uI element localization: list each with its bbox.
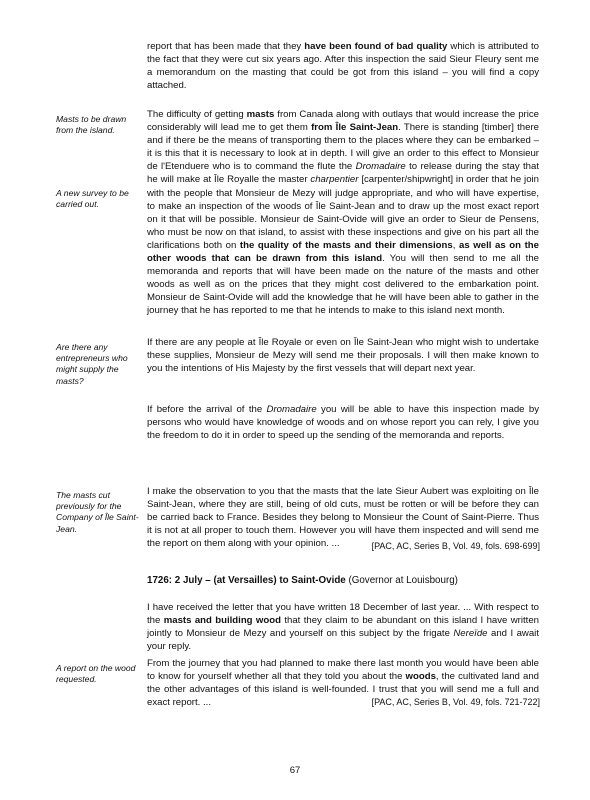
italic-term: charpentier [310, 174, 359, 186]
bold-phrase: the quality of the masts and their dimensions [239, 239, 453, 251]
ship-name: Nereïde [453, 628, 488, 640]
text-run: From the journey that you had planned to make there last month you would have been able to know for yourself whether all that they told you about the [147, 658, 539, 683]
bold-phrase: masts [246, 109, 275, 120]
heading-bold: 1726: 2 July – (at Versailles) to Saint-Ovide [147, 575, 346, 586]
text-run: you will be able to have this inspection made by persons who would have knowledge of woods and on whose report you can rely, I give you the freedom to do it in order to speed up the sending of the memoranda and reports. [147, 404, 539, 442]
margin-note-entrepreneurs: Are there any entrepreneurs who might supply the masts? [56, 342, 128, 386]
bold-phrase: have been found of bad quality [304, 41, 448, 52]
text-run: If before the arrival of the [147, 404, 267, 415]
paragraph-aubert-masts: I make the observation to you that the masts that the late Sieur Aubert was exploiting on Île Saint-Jean, where they are still, being of old cuts, must be rotten or will be before they can be carried back to France. Besides they belong to Monsieur the Count of Saint-Pierre. Thus it is not at all proper to touch them. However you will have them inspected and will send me the report on them along with your opinion. ... [147, 486, 539, 550]
margin-note-masts: Masts to be drawn from the island. [56, 114, 127, 136]
text-run: . You will then send to me all the memoranda and reports that will have been made on the nature of the masts and other woods as well as on the prices that they might cost delivered to the embarkation point. Monsieur de Saint-Ovide will add the knowledge that he will have been able to gather in the journey that he has reported to me that he intends to make to this island next month. [147, 253, 539, 317]
text-run: I have received the letter that you have written 18 December of last year. ... With respect to the [147, 602, 539, 627]
paragraph-received-letter [147, 601, 539, 653]
margin-note-report: A report on the wood requested. [56, 663, 136, 685]
bold-phrase: woods [405, 671, 436, 683]
margin-note-company: The masts cut previously for the Company of Île Saint-Jean. [56, 490, 139, 534]
citation-2: [PAC, AC, Series B, Vol. 49, fols. 721-722] [371, 697, 540, 707]
text-run: and I await your reply. [147, 628, 539, 653]
text-run: that they claim to be abundant on this island I have written jointly to Monsieur de Mezy and yourself on this subject by the frigate [147, 615, 540, 640]
text-run: The difficulty of getting [147, 109, 247, 120]
text-run: report that has been made that they [147, 41, 305, 52]
text-run: . There is standing [timber] there and if there be the means of transporting them to the places where they can be embarked – it is this that it is necessary to look at in depth. I will give an order to this effect to Monsieur de l'Etenduere who is to command the flute the [147, 122, 539, 173]
text-run: , the cultivated land and the other advantages of this island is well-founded. I trust that you will send me a full and exact report. ... [147, 671, 539, 709]
paragraph-suppliers: If there are any people at Île Royale or even on Île Saint-Jean who might wish to undertake these supplies, Monsieur de Mezy will send me their proposals. I will then make known to you the intentions of His Majesty by the first vessels that will depart next year. [147, 337, 539, 375]
paragraph-difficulty-masts [147, 108, 539, 318]
paragraph-masts-report [147, 40, 539, 92]
heading-rest: (Governor at Louisbourg) [345, 575, 458, 586]
bold-phrase: masts and building wood [163, 615, 281, 627]
text-run: from Canada along with outlays that would increase the price considerably will lead me to get them [147, 109, 539, 134]
letter-heading [147, 575, 458, 586]
page-number: 67 [289, 765, 301, 776]
text-run: which is attributed to the fact that they were cut six years ago. After this inspection the said Sieur Fleury sent me a memorandum on the masting that could be got from this island – you will find a copy attached. [147, 41, 539, 92]
text-run: to release during the stay that he will make at Île Royalle the master [147, 161, 540, 186]
text-run: [carpenter/shipwright] in order that he join with the people that Monsieur de Mezy will judge appropriate, and who will have expertise, to make an inspection of the woods of Île Saint-Jean and to draw up the most exact report on it that will be possible. Monsieur de Saint-Ovide will give an order to Sieur de Pensens, who must be now on that island, to assist with these inspections and give on his part all the clarifications both on [147, 174, 539, 251]
ship-name: Dromadaire [266, 404, 317, 415]
margin-note-survey: A new survey to be carried out. [56, 188, 129, 210]
bold-phrase: as well as on the other woods that can be drawn from this island [147, 239, 539, 265]
bold-phrase: from Île Saint-Jean [311, 122, 399, 134]
ship-name: Dromadaire [355, 161, 406, 173]
citation-1: [PAC, AC, Series B, Vol. 49, fols. 698-699] [371, 541, 540, 551]
paragraph-dromadaire [147, 403, 539, 442]
text-run: , [452, 239, 460, 251]
